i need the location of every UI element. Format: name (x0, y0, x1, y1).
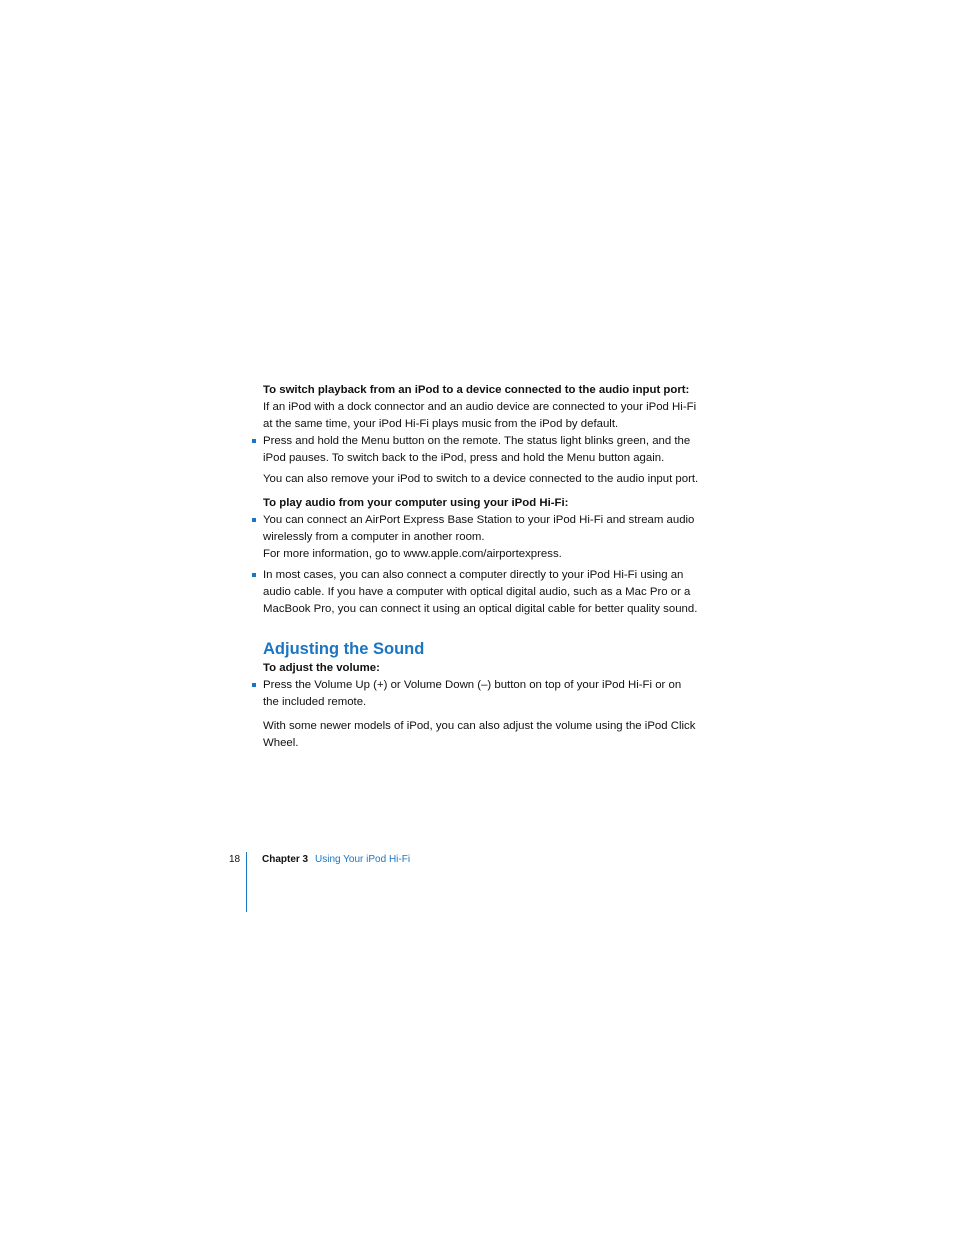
bullet-line: audio cable. If you have a computer with optical digital audio, such as a Mac Pro or a (263, 586, 691, 598)
footer-divider (246, 852, 247, 912)
bullet-square-icon (252, 573, 256, 577)
paragraph-line: With some newer models of iPod, you can also adjust the volume using the iPod Click (263, 720, 696, 732)
bullet-square-icon (252, 439, 256, 443)
chapter-title: Using Your iPod Hi-Fi (315, 854, 411, 865)
bullet-line: Press and hold the Menu button on the remote. The status light blinks green, and the (263, 435, 691, 447)
paragraph-line: If an iPod with a dock connector and an audio device are connected to your iPod Hi-Fi (263, 401, 697, 413)
bullet-line: the included remote. (263, 696, 367, 708)
bullet-line: In most cases, you can also connect a computer directly to your iPod Hi-Fi using an (263, 569, 684, 581)
bullet-line: For more information, go to www.apple.com/airportexpress. (263, 548, 562, 560)
section-title: Adjusting the Sound (263, 640, 425, 658)
page-number: 18 (229, 854, 241, 865)
paragraph-line: at the same time, your iPod Hi-Fi plays music from the iPod by default. (263, 418, 619, 430)
paragraph-line: Wheel. (263, 737, 299, 749)
bullet-item (263, 567, 713, 618)
bullet-line: You can connect an AirPort Express Base Station to your iPod Hi-Fi and stream audio (263, 514, 695, 526)
bullet-line: Press the Volume Up (+) or Volume Down (–) button on top of your iPod Hi-Fi or on (263, 679, 682, 691)
chapter-label: Chapter 3 (262, 854, 309, 865)
page-body (263, 382, 713, 752)
section-heading: To play audio from your computer using your iPod Hi-Fi: (263, 497, 569, 509)
bullet-item (263, 433, 713, 467)
bullet-line: wirelessly from a computer in another room. (263, 531, 485, 543)
bullet-square-icon (252, 683, 256, 687)
bullet-item (263, 512, 713, 563)
bullet-line: iPod pauses. To switch back to the iPod, press and hold the Menu button again. (263, 452, 665, 464)
paragraph-line: You can also remove your iPod to switch to a device connected to the audio input port. (263, 473, 699, 485)
bullet-item (263, 677, 713, 711)
bullet-square-icon (252, 518, 256, 522)
section-heading: To switch playback from an iPod to a device connected to the audio input port: (263, 384, 690, 396)
page-footer (0, 852, 954, 912)
bullet-line: MacBook Pro, you can connect it using an optical digital cable for better quality sound. (263, 603, 698, 615)
section-heading: To adjust the volume: (263, 662, 380, 674)
